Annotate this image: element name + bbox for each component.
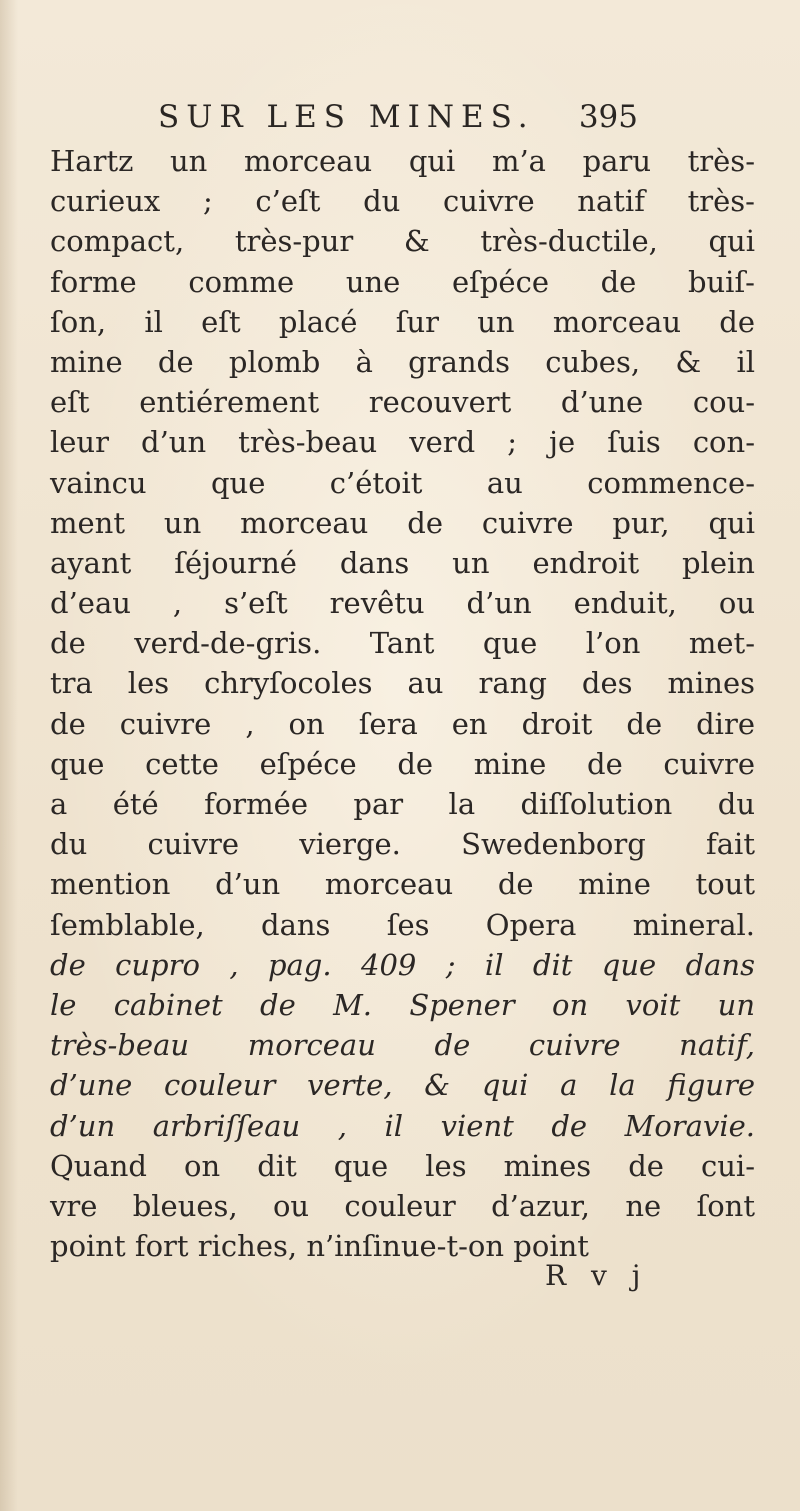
text-line: forme comme une eſpéce de buiſ- (50, 264, 755, 299)
text-line: compact, très-pur & très-ductile, qui (50, 224, 755, 259)
text-line: a été formée par la diſſolution du (50, 787, 755, 821)
text-line: point fort riches, n’inſinue-t-on point (50, 1229, 589, 1264)
text-line: de cuivre , on ſera en droit de dire (50, 706, 755, 741)
text-line: du cuivre vierge. Swedenborg fait (50, 827, 755, 862)
text-line: ayant ſéjourné dans un endroit plein (50, 545, 755, 580)
text-line: vaincu que c’étoit au commence- (50, 465, 755, 500)
text-line: mention d’un morceau de mine tout (50, 867, 755, 902)
text-line: ſon, il eſt placé ſur un morceau de (50, 304, 755, 339)
text-line-italic: d’un arbriſſeau , il vient de Moravie. (50, 1108, 755, 1143)
text-line: d’eau , s’eſt revêtu d’un enduit, ou (50, 586, 755, 621)
text-line: curieux ; c’eſt du cuivre natif très- (50, 184, 755, 219)
page-number: 395 (578, 99, 638, 135)
text-line: eſt entiérement recouvert d’une cou- (50, 385, 755, 420)
running-head: SUR LES MINES. (158, 99, 535, 135)
text-line: Quand on dit que les mines de cui- (50, 1148, 755, 1183)
text-line-italic: très-beau morceau de cuivre natif, (50, 1028, 755, 1063)
page-header (158, 95, 638, 141)
text-line: vre bleues, ou couleur d’azur, ne ſont (50, 1188, 755, 1223)
text-line: leur d’un très-beau verd ; je ſuis con- (50, 425, 755, 460)
text-line: que cette eſpéce de mine de cuivre (50, 746, 755, 781)
text-line-italic: de cupro , pag. 409 ; il dit que dans (50, 947, 755, 982)
text-line: de verd-de-gris. Tant que l’on met- (50, 626, 755, 661)
text-line: ſemblable, dans ſes Opera mineral. (50, 907, 755, 942)
signature-mark: R v j (545, 1259, 649, 1292)
text-line: tra les chryſocoles au rang des mines (50, 666, 755, 701)
body-text (50, 141, 755, 1266)
page-edge-shadow (0, 0, 18, 1511)
text-line: ment un morceau de cuivre pur, qui (50, 505, 755, 540)
text-line: mine de plomb à grands cubes, & il (50, 344, 755, 379)
text-line: Hartz un morceau qui m’a paru très- (50, 144, 755, 178)
text-line-italic: d’une couleur verte, & qui a la figure (50, 1068, 755, 1103)
text-line-italic: le cabinet de M. Spener on voit un (50, 987, 755, 1022)
